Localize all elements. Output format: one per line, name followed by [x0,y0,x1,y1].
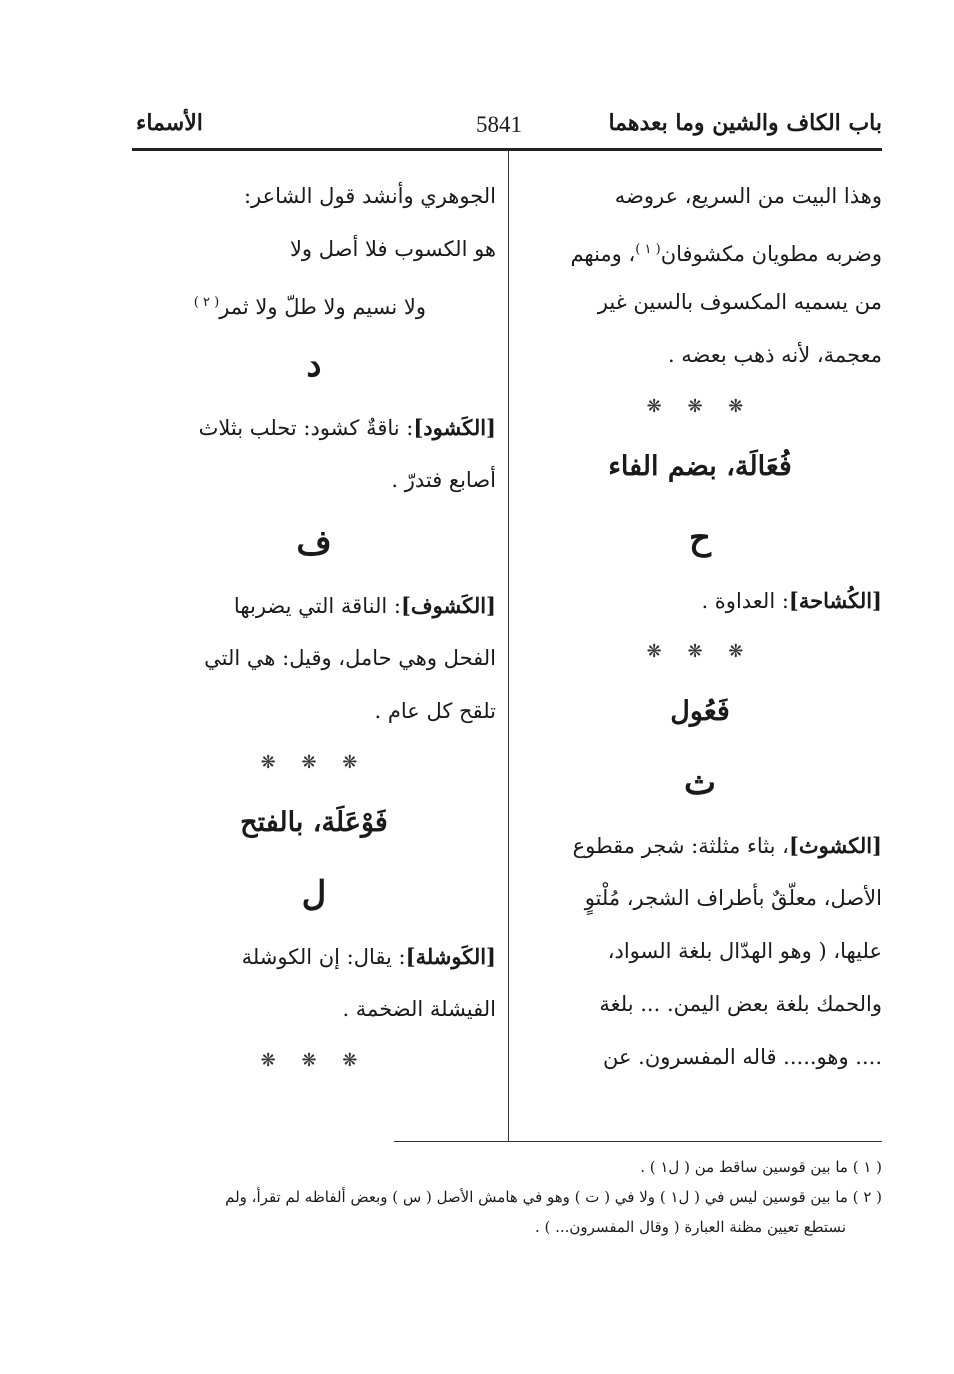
text-line: معجمة، لأنه ذهب بعضه . [667,343,882,367]
text-segment: ولا نسيم ولا طلّ ولا ثمر [219,295,426,319]
text-line: وهذا البيت من السريع، عروضه [614,184,882,208]
footnote-2-continued: نستطع تعيين مظنة العبارة ( وقال المفسرون... ) . [534,1218,846,1236]
entry-line [132,579,496,632]
entry-definition: ، بثاء مثلثة: شجر مقطوع [572,834,789,858]
text-line: .... وهو..... قاله المفسرون. عن [602,1045,882,1069]
text-segment: ، ومنهم [570,242,636,266]
footnotes [132,1152,882,1242]
text-line: الفحل وهي حامل، وقيل: هي التي [204,646,496,670]
entry-line [132,930,496,983]
separator-stars: ❋ ❋ ❋ [646,396,754,417]
footnote-1: ( ١ ) ما بين قوسين ساقط من ( ل١ ) . [640,1158,882,1176]
text-line: عليها، ( وهو الهدّال بلغة السواد، [607,939,882,963]
entry-definition: : العداوة . [701,589,789,613]
entry-term: [الكَشود] [413,415,496,440]
entry-line [132,401,496,454]
page-number: 5841 [476,112,522,137]
entry-definition: : الناقة التي يضربها [233,594,401,618]
footnote-ref[interactable]: ( ٢ ) [193,295,220,310]
text-segment: وضربه مطويان مكشوفان [660,242,882,266]
pattern-heading: فَوْعَلَة، بالفتح [240,807,388,838]
verse-line [132,276,496,329]
section-title: الأسماء [136,110,203,136]
right-column [518,170,882,1084]
entry-term: [الكَشوف] [400,593,496,618]
footnote-2: ( ٢ ) ما بين قوسين ليس في ( ل١ ) ولا في ( ت ) وهو في هامش الأصل ( س ) وبعض ألفاظه لم تقرأ، ولم [225,1188,882,1206]
text-line: الأصل، معلّقٌ بأطراف الشجر، مُلْتوٍ [584,886,882,910]
text-line: الجوهري وأنشد قول الشاعر: [243,184,496,208]
verse-line: هو الكسوب فلا أصل ولا [289,237,496,261]
text-line: أصابع فتدرّ . [391,468,496,492]
separator-stars: ❋ ❋ ❋ [260,752,368,773]
separator-stars: ❋ ❋ ❋ [646,641,754,662]
left-column [132,170,496,1086]
pattern-heading: فَعُول [670,696,730,727]
letter-heading: ف [296,523,332,563]
entry-line [518,819,882,872]
text-line: تلقح كل عام . [374,699,496,723]
header-rule [132,148,882,151]
entry-term: [الكُشاحة] [788,588,882,613]
pattern-heading: فُعَالَة، بضم الفاء [608,451,792,482]
letter-heading: ل [301,874,327,914]
chapter-title: باب الكاف والشين وما بعدهما [608,110,882,136]
letter-heading: ح [689,518,711,558]
footnote-rule [394,1141,882,1142]
text-line: من يسميه المكسوف بالسين غير [597,290,882,314]
letter-heading: ث [683,763,716,803]
letter-heading: د [306,345,322,385]
text-line: والحمك بلغة بعض اليمن. ... بلغة [599,992,882,1016]
separator-stars: ❋ ❋ ❋ [260,1050,368,1071]
text-line [518,223,882,276]
entry-definition: : ناقةٌ كشود: تحلب بثلاث [198,416,414,440]
entry-term: [الكَوشلة] [405,944,496,969]
footnote-ref[interactable]: ( ١ ) [635,242,661,257]
entry-definition: : يقال: إن الكوشلة [241,945,406,969]
entry-line [518,574,882,627]
column-divider [508,151,509,1142]
text-line: الفيشلة الضخمة . [342,997,496,1021]
entry-term: [الكشوث] [788,833,882,858]
